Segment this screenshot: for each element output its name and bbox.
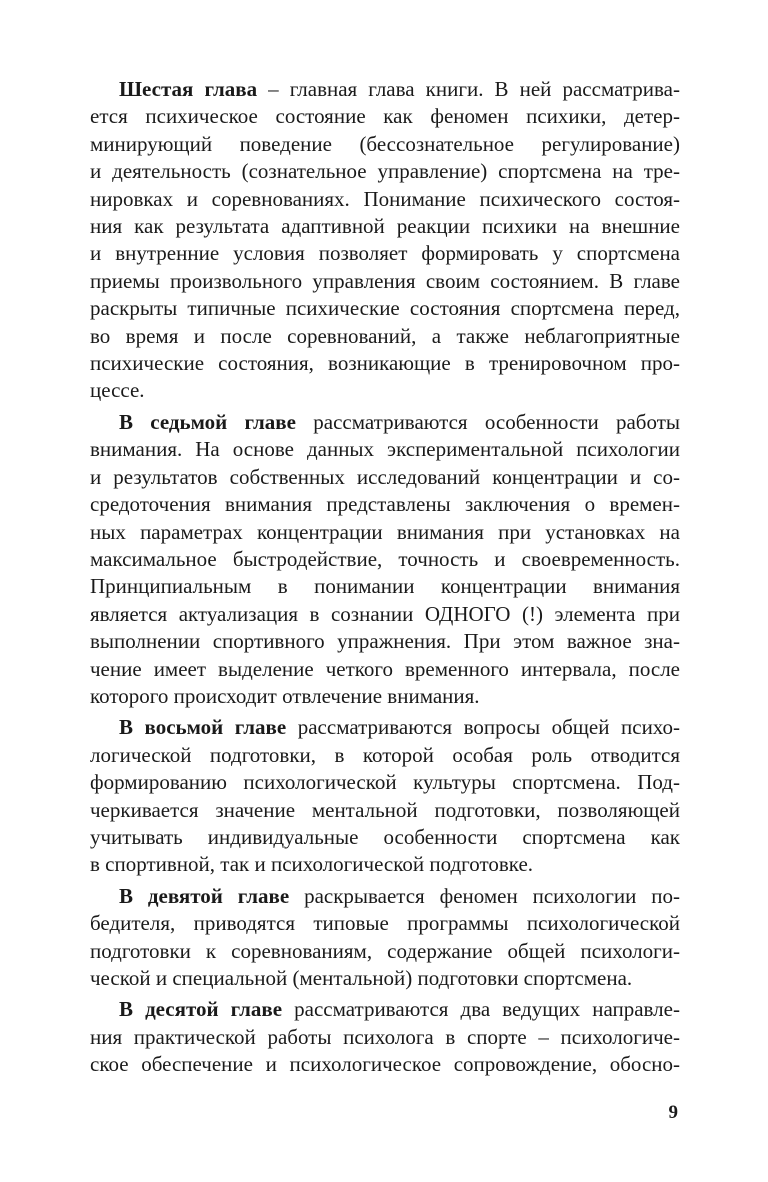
line-text: ния как результата адаптивной реакции психики на внешние bbox=[90, 214, 680, 239]
text-line bbox=[90, 268, 680, 295]
paragraph-chapter-9 bbox=[90, 883, 680, 993]
line-text: рассматриваются два ведущих направле- bbox=[282, 997, 680, 1022]
chapter-lead-heading: В десятой главе bbox=[119, 997, 283, 1022]
text-line bbox=[90, 742, 680, 769]
text-line bbox=[90, 1051, 680, 1078]
line-text: учитывать индивидуальные особенности спортсмена как bbox=[90, 824, 680, 849]
text-line bbox=[90, 965, 680, 992]
text-line bbox=[90, 350, 680, 377]
line-text: которого происходит отвлечение внимания. bbox=[90, 683, 480, 708]
line-text: логической подготовки, в которой особая роль отводится bbox=[90, 742, 680, 767]
text-line bbox=[90, 377, 680, 404]
line-text: цессе. bbox=[90, 378, 145, 403]
line-text: ных параметрах концентрации внимания при установках на bbox=[90, 519, 680, 544]
text-line bbox=[90, 824, 680, 851]
chapter-lead-heading: В восьмой главе bbox=[119, 715, 287, 740]
text-line bbox=[90, 996, 680, 1023]
page-text bbox=[90, 76, 680, 1079]
line-text: во время и после соревнований, а также неблагоприятные bbox=[90, 323, 680, 348]
line-text: приемы произвольного управления своим состоянием. В главе bbox=[90, 268, 680, 293]
line-text: выполнении спортивного упражнения. При этом важное зна- bbox=[90, 629, 680, 654]
line-text: и деятельность (сознательное управление) спортсмена на тре- bbox=[90, 159, 680, 184]
line-text: – главная глава книги. В ней рассматрива- bbox=[257, 77, 680, 101]
line-text: внимания. На основе данных экспериментальной психологии bbox=[90, 437, 680, 462]
line-text: бедителя, приводятся типовые программы психологической bbox=[90, 911, 680, 936]
text-line bbox=[90, 851, 680, 878]
text-line bbox=[90, 519, 680, 546]
text-line bbox=[90, 546, 680, 573]
line-text: психические состояния, возникающие в тренировочном про- bbox=[90, 351, 680, 376]
text-line bbox=[90, 131, 680, 158]
line-text: нировках и соревнованиях. Понимание психического состоя- bbox=[90, 186, 680, 211]
line-text: формированию психологической культуры спортсмена. Под- bbox=[90, 770, 680, 795]
chapter-lead-heading: В седьмой главе bbox=[119, 409, 296, 434]
line-text: ется психическое состояние как феномен психики, детер- bbox=[90, 104, 680, 129]
book-page bbox=[90, 76, 680, 1079]
line-text: ческой и специальной (ментальной) подготовки спортсмена. bbox=[90, 966, 633, 990]
text-line bbox=[90, 601, 680, 628]
text-line bbox=[90, 240, 680, 267]
text-line bbox=[90, 295, 680, 322]
text-line bbox=[90, 1024, 680, 1051]
line-text: рассматриваются вопросы общей психо- bbox=[286, 715, 681, 740]
line-text: черкивается значение ментальной подготовки, позволяющей bbox=[90, 797, 680, 822]
paragraph-chapter-7 bbox=[90, 409, 680, 710]
text-line bbox=[90, 883, 680, 910]
line-text: рассматриваются особенности работы bbox=[295, 409, 680, 434]
line-text: раскрыты типичные психические состояния спортсмена перед, bbox=[90, 296, 680, 321]
text-line bbox=[90, 769, 680, 796]
text-line bbox=[90, 910, 680, 937]
text-line bbox=[90, 656, 680, 683]
line-text: чение имеет выделение четкого временного интервала, после bbox=[90, 656, 680, 681]
text-line bbox=[90, 573, 680, 600]
text-line bbox=[90, 103, 680, 130]
line-text: в спортивной, так и психологической подготовке. bbox=[90, 852, 534, 877]
paragraph-chapter-8 bbox=[90, 714, 680, 878]
text-line bbox=[90, 683, 680, 710]
line-text: Принципиальным в понимании концентрации внимания bbox=[90, 574, 680, 599]
text-line bbox=[90, 76, 680, 103]
line-text: подготовки к соревнованиям, содержание общей психологи- bbox=[90, 938, 680, 963]
line-text: является актуализация в сознании ОДНОГО (!) элемента при bbox=[90, 601, 680, 626]
line-text: раскрывается феномен психологии по- bbox=[289, 883, 680, 908]
paragraph-chapter-6 bbox=[90, 76, 680, 405]
text-line bbox=[90, 213, 680, 240]
chapter-lead-heading: В девятой главе bbox=[119, 883, 290, 908]
text-line bbox=[90, 714, 680, 741]
page-number: 9 bbox=[668, 1102, 678, 1123]
text-line bbox=[90, 186, 680, 213]
text-line bbox=[90, 797, 680, 824]
text-line bbox=[90, 158, 680, 185]
line-text: минирующий поведение (бессознательное регулирование) bbox=[90, 131, 680, 156]
text-line bbox=[90, 491, 680, 518]
text-line bbox=[90, 436, 680, 463]
text-line bbox=[90, 323, 680, 350]
line-text: ния практической работы психолога в спорте – психологиче- bbox=[90, 1024, 680, 1049]
text-line bbox=[90, 464, 680, 491]
line-text: средоточения внимания представлены заключения о времен- bbox=[90, 492, 680, 517]
text-line bbox=[90, 409, 680, 436]
text-line bbox=[90, 938, 680, 965]
line-text: и результатов собственных исследований концентрации и со- bbox=[90, 464, 680, 489]
line-text: ское обеспечение и психологическое сопровождение, обосно- bbox=[90, 1052, 680, 1077]
paragraph-chapter-10 bbox=[90, 996, 680, 1078]
line-text: максимальное быстродействие, точность и своевременность. bbox=[90, 546, 680, 571]
text-line bbox=[90, 628, 680, 655]
chapter-lead-heading: Шестая глава bbox=[119, 77, 258, 101]
line-text: и внутренние условия позволяет формировать у спортсмена bbox=[90, 241, 680, 266]
